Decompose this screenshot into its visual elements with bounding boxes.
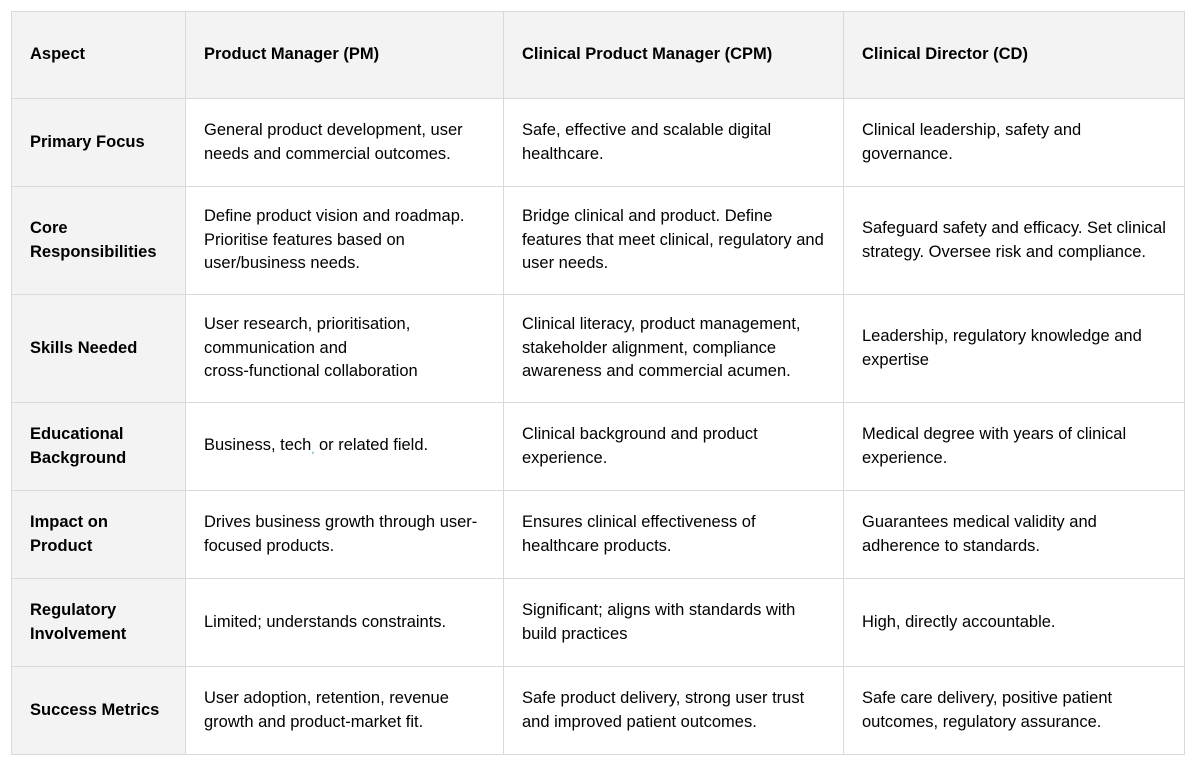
cd-cell: Leadership, regulatory knowledge and expertise <box>844 295 1185 403</box>
table-row-regulatory-involvement <box>12 579 1185 667</box>
pm-cell <box>186 295 504 403</box>
aspect-cell: Core Responsibilities <box>12 187 186 295</box>
cpm-cell: Bridge clinical and product. Define features that meet clinical, regulatory and user needs. <box>504 187 844 295</box>
pm-line: cross-functional collaboration <box>204 362 418 381</box>
cpm-cell: Significant; aligns with standards with build practices <box>504 579 844 667</box>
pm-cell: Limited; understands constraints. <box>186 579 504 667</box>
header-aspect: Aspect <box>12 12 186 99</box>
pm-cell: Drives business growth through user-focused products. <box>186 491 504 579</box>
aspect-cell: Impact on Product <box>12 491 186 579</box>
cd-cell: Medical degree with years of clinical experience. <box>844 403 1185 491</box>
cd-cell: Guarantees medical validity and adherence to standards. <box>844 491 1185 579</box>
pm-text: Business, tech <box>204 435 312 454</box>
pm-line: communication and <box>204 338 348 357</box>
aspect-cell: Primary Focus <box>12 99 186 187</box>
cpm-cell: Safe product delivery, strong user trust and improved patient outcomes. <box>504 667 844 755</box>
header-product-manager: Product Manager (PM) <box>186 12 504 99</box>
header-clinical-director: Clinical Director (CD) <box>844 12 1185 99</box>
cd-cell: Clinical leadership, safety and governance. <box>844 99 1185 187</box>
aspect-cell: Skills Needed <box>12 295 186 403</box>
cd-cell: High, directly accountable. <box>844 579 1185 667</box>
cpm-cell: Ensures clinical effectiveness of healthcare products. <box>504 491 844 579</box>
pm-line: User research, prioritisation, <box>204 315 411 334</box>
table-row-core-responsibilities <box>12 187 1185 295</box>
comparison-table-container <box>11 11 1185 755</box>
pm-text: or related field. <box>314 435 429 454</box>
table-row-primary-focus <box>12 99 1185 187</box>
pm-cell: Define product vision and roadmap. Prioritise features based on user/business needs. <box>186 187 504 295</box>
table-header-row <box>12 12 1185 99</box>
table-row-impact-on-product <box>12 491 1185 579</box>
cd-cell: Safeguard safety and efficacy. Set clinical strategy. Oversee risk and compliance. <box>844 187 1185 295</box>
cpm-cell: Clinical literacy, product management, stakeholder alignment, compliance awareness and commercial acumen. <box>504 295 844 403</box>
table-row-educational-background <box>12 403 1185 491</box>
aspect-cell: Success Metrics <box>12 667 186 755</box>
pm-cell: General product development, user needs and commercial outcomes. <box>186 99 504 187</box>
aspect-cell: Educational Background <box>12 403 186 491</box>
pm-cell: User adoption, retention, revenue growth and product-market fit. <box>186 667 504 755</box>
cpm-cell: Clinical background and product experience. <box>504 403 844 491</box>
cd-cell: Safe care delivery, positive patient outcomes, regulatory assurance. <box>844 667 1185 755</box>
aspect-cell: Regulatory Involvement <box>12 579 186 667</box>
pm-cell <box>186 403 504 491</box>
edit-mark: , <box>311 443 315 456</box>
cpm-cell: Safe, effective and scalable digital healthcare. <box>504 99 844 187</box>
table-row-success-metrics <box>12 667 1185 755</box>
role-comparison-table <box>11 11 1185 755</box>
header-clinical-product-manager: Clinical Product Manager (CPM) <box>504 12 844 99</box>
table-row-skills-needed <box>12 295 1185 403</box>
